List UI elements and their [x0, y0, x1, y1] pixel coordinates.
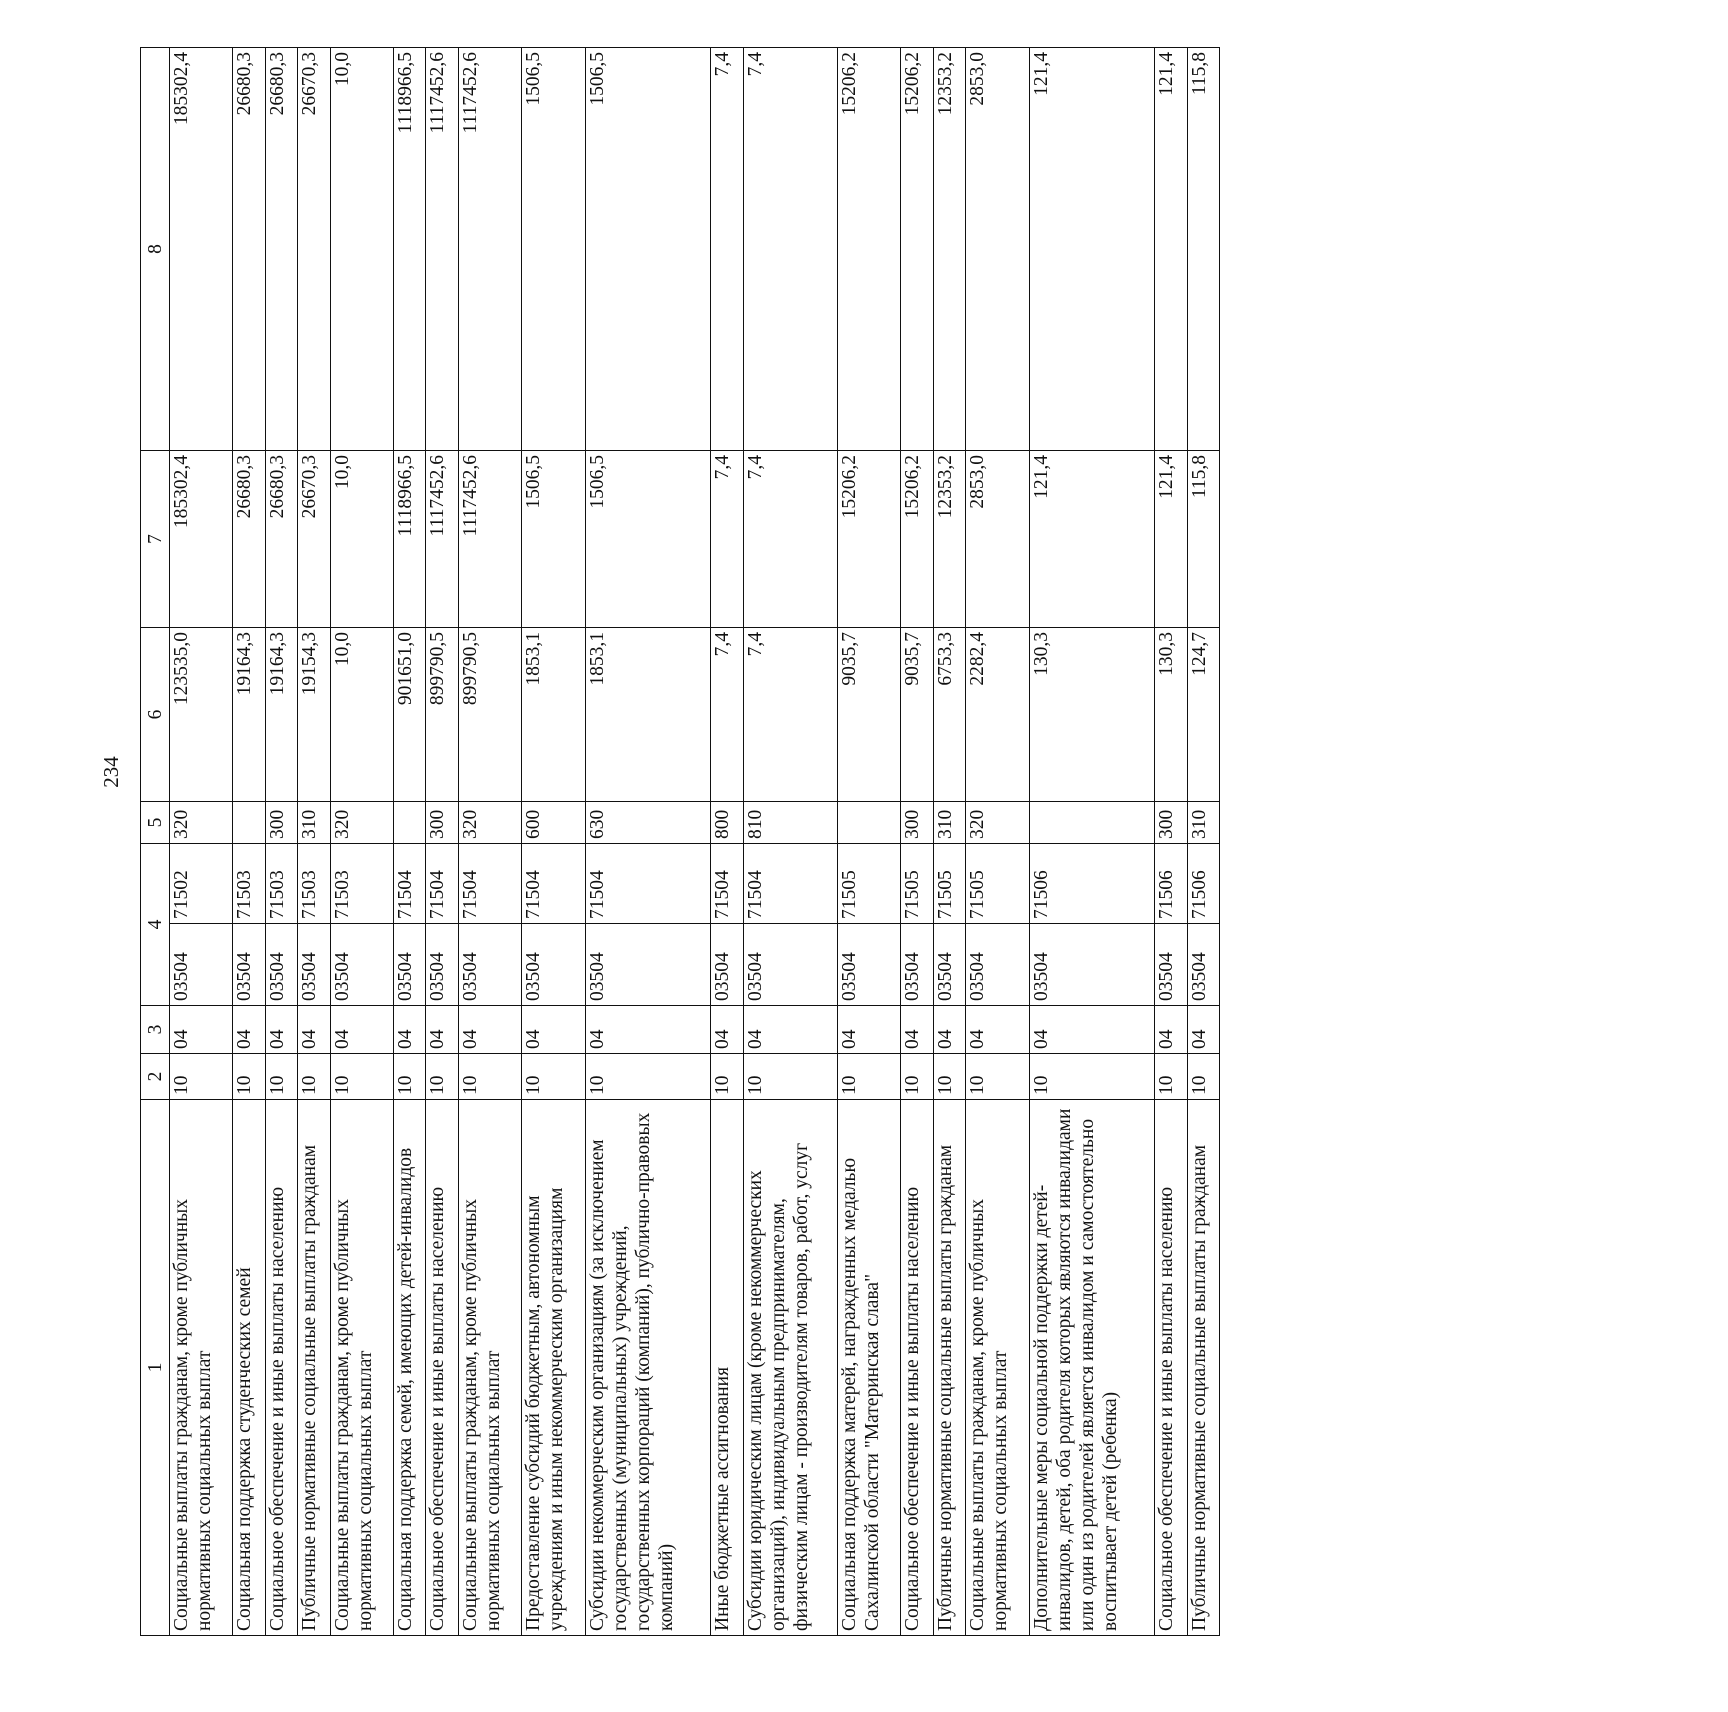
header-col-6: 6: [141, 628, 170, 802]
row-amount-col6: 123535,0: [170, 628, 233, 802]
row-amount-col7: 1506,5: [585, 451, 711, 628]
row-subsection: 04: [330, 1006, 393, 1054]
row-amount-col8: 185302,4: [170, 48, 233, 451]
row-subsection: 04: [1155, 1006, 1187, 1054]
row-section: 10: [585, 1054, 711, 1100]
row-section: 10: [522, 1054, 585, 1100]
row-section: 10: [458, 1054, 521, 1100]
row-amount-col6: 7,4: [743, 628, 837, 802]
header-col-7: 7: [141, 451, 170, 628]
row-amount-col8: 1117452,6: [458, 48, 521, 451]
row-expense-type: 300: [265, 802, 297, 844]
table-row: [933, 48, 965, 1636]
row-amount-col6: 6753,3: [933, 628, 965, 802]
row-program-code: 03504: [933, 924, 965, 1006]
row-amount-col7: 185302,4: [170, 451, 233, 628]
row-amount-col7: 1117452,6: [426, 451, 458, 628]
row-expense-type: 320: [966, 802, 1029, 844]
row-label: Социальное обеспечение и иные выплаты населению: [265, 1100, 297, 1636]
row-label: Социальное обеспечение и иные выплаты населению: [426, 1100, 458, 1636]
row-direction-code: 71503: [233, 844, 265, 924]
row-direction-code: 71503: [265, 844, 297, 924]
row-subsection: 04: [426, 1006, 458, 1054]
row-amount-col8: 121,4: [1155, 48, 1187, 451]
table-row: [966, 48, 1029, 1636]
table-row: [838, 48, 901, 1636]
row-subsection: 04: [966, 1006, 1029, 1054]
row-amount-col7: 26680,3: [233, 451, 265, 628]
row-expense-type: 630: [585, 802, 711, 844]
row-subsection: 04: [458, 1006, 521, 1054]
header-row: [141, 48, 170, 1636]
row-label: Публичные нормативные социальные выплаты гражданам: [933, 1100, 965, 1636]
row-program-code: 03504: [585, 924, 711, 1006]
row-label: Социальное обеспечение и иные выплаты населению: [901, 1100, 933, 1636]
row-subsection: 04: [933, 1006, 965, 1054]
row-direction-code: 71505: [901, 844, 933, 924]
row-direction-code: 71504: [426, 844, 458, 924]
row-amount-col8: 15206,2: [901, 48, 933, 451]
header-col-1: 1: [141, 1100, 170, 1636]
row-amount-col6: 9035,7: [838, 628, 901, 802]
row-program-code: 03504: [901, 924, 933, 1006]
row-amount-col7: 7,4: [743, 451, 837, 628]
row-label: Дополнительные меры социальной поддержки детей-инвалидов, детей, оба родителя которых являются инвалидами или один из родителей является инвалидом и самостоятельно воспитывает детей (ребенка): [1029, 1100, 1155, 1636]
row-subsection: 04: [170, 1006, 233, 1054]
table-row: [458, 48, 521, 1636]
budget-table: [140, 47, 1220, 1636]
row-subsection: 04: [298, 1006, 330, 1054]
row-direction-code: 71504: [522, 844, 585, 924]
row-program-code: 03504: [838, 924, 901, 1006]
row-program-code: 03504: [1187, 924, 1219, 1006]
row-amount-col7: 1506,5: [522, 451, 585, 628]
row-amount-col7: 1117452,6: [458, 451, 521, 628]
row-direction-code: 71503: [330, 844, 393, 924]
row-subsection: 04: [394, 1006, 426, 1054]
row-section: 10: [330, 1054, 393, 1100]
row-direction-code: 71505: [838, 844, 901, 924]
row-amount-col7: 26670,3: [298, 451, 330, 628]
row-direction-code: 71504: [394, 844, 426, 924]
row-program-code: 03504: [966, 924, 1029, 1006]
row-amount-col7: 26680,3: [265, 451, 297, 628]
row-expense-type: 310: [933, 802, 965, 844]
row-expense-type: 310: [1187, 802, 1219, 844]
row-expense-type: [394, 802, 426, 844]
table-row: [298, 48, 330, 1636]
row-amount-col8: 26680,3: [233, 48, 265, 451]
row-program-code: 03504: [1155, 924, 1187, 1006]
row-section: 10: [933, 1054, 965, 1100]
row-expense-type: 600: [522, 802, 585, 844]
row-amount-col7: 10,0: [330, 451, 393, 628]
row-direction-code: 71505: [966, 844, 1029, 924]
header-col-3: 3: [141, 1006, 170, 1054]
row-program-code: 03504: [458, 924, 521, 1006]
row-amount-col7: 15206,2: [901, 451, 933, 628]
row-label: Социальные выплаты гражданам, кроме публичных нормативных социальных выплат: [170, 1100, 233, 1636]
row-amount-col7: 121,4: [1155, 451, 1187, 628]
table-row: [394, 48, 426, 1636]
row-amount-col8: 2853,0: [966, 48, 1029, 451]
rotated-table-wrapper: [140, 52, 1728, 1636]
row-program-code: 03504: [522, 924, 585, 1006]
row-program-code: 03504: [265, 924, 297, 1006]
row-direction-code: 71506: [1029, 844, 1155, 924]
row-subsection: 04: [585, 1006, 711, 1054]
row-subsection: 04: [233, 1006, 265, 1054]
row-amount-col7: 7,4: [711, 451, 743, 628]
row-section: 10: [394, 1054, 426, 1100]
row-program-code: 03504: [711, 924, 743, 1006]
row-program-code: 03504: [743, 924, 837, 1006]
row-expense-type: 320: [170, 802, 233, 844]
row-amount-col6: 10,0: [330, 628, 393, 802]
table-row: [1029, 48, 1155, 1636]
row-direction-code: 71504: [458, 844, 521, 924]
row-program-code: 03504: [426, 924, 458, 1006]
row-amount-col7: 121,4: [1029, 451, 1155, 628]
row-direction-code: 71505: [933, 844, 965, 924]
table-row: [901, 48, 933, 1636]
row-amount-col8: 26670,3: [298, 48, 330, 451]
row-amount-col6: 899790,5: [426, 628, 458, 802]
header-col-5: 5: [141, 802, 170, 844]
row-label: Иные бюджетные ассигнования: [711, 1100, 743, 1636]
row-amount-col6: 19164,3: [265, 628, 297, 802]
row-section: 10: [1187, 1054, 1219, 1100]
row-amount-col6: 19164,3: [233, 628, 265, 802]
table-row: [1187, 48, 1219, 1636]
row-subsection: 04: [711, 1006, 743, 1054]
row-program-code: 03504: [1029, 924, 1155, 1006]
table-row: [711, 48, 743, 1636]
row-subsection: 04: [265, 1006, 297, 1054]
row-label: Социальные выплаты гражданам, кроме публичных нормативных социальных выплат: [966, 1100, 1029, 1636]
row-expense-type: 310: [298, 802, 330, 844]
row-direction-code: 71502: [170, 844, 233, 924]
row-label: Социальная поддержка семей, имеющих детей-инвалидов: [394, 1100, 426, 1636]
row-subsection: 04: [1029, 1006, 1155, 1054]
row-subsection: 04: [1187, 1006, 1219, 1054]
row-section: 10: [298, 1054, 330, 1100]
table-row: [170, 48, 233, 1636]
row-amount-col8: 12353,2: [933, 48, 965, 451]
row-expense-type: 300: [1155, 802, 1187, 844]
row-section: 10: [901, 1054, 933, 1100]
row-label: Социальное обеспечение и иные выплаты населению: [1155, 1100, 1187, 1636]
table-row: [426, 48, 458, 1636]
row-subsection: 04: [743, 1006, 837, 1054]
row-subsection: 04: [522, 1006, 585, 1054]
row-amount-col8: 10,0: [330, 48, 393, 451]
row-amount-col8: 1506,5: [522, 48, 585, 451]
row-amount-col8: 26680,3: [265, 48, 297, 451]
row-expense-type: [838, 802, 901, 844]
table-row: [585, 48, 711, 1636]
header-col-2: 2: [141, 1054, 170, 1100]
page-number: 234: [98, 756, 123, 788]
table-row: [265, 48, 297, 1636]
row-direction-code: 71506: [1155, 844, 1187, 924]
row-label: Социальная поддержка студенческих семей: [233, 1100, 265, 1636]
row-amount-col8: 115,8: [1187, 48, 1219, 451]
row-section: 10: [1029, 1054, 1155, 1100]
row-amount-col6: 130,3: [1155, 628, 1187, 802]
row-label: Субсидии юридическим лицам (кроме некоммерческих организаций), индивидуальным предпринимателям, физическим лицам - производителям товаров, работ, услуг: [743, 1100, 837, 1636]
row-label: Социальные выплаты гражданам, кроме публичных нормативных социальных выплат: [458, 1100, 521, 1636]
row-section: 10: [426, 1054, 458, 1100]
row-section: 10: [233, 1054, 265, 1100]
row-label: Социальная поддержка матерей, награжденных медалью Сахалинской области "Материнская слава": [838, 1100, 901, 1636]
row-expense-type: 800: [711, 802, 743, 844]
row-amount-col7: 12353,2: [933, 451, 965, 628]
row-direction-code: 71503: [298, 844, 330, 924]
row-amount-col6: 124,7: [1187, 628, 1219, 802]
row-amount-col8: 1118966,5: [394, 48, 426, 451]
row-direction-code: 71504: [711, 844, 743, 924]
row-amount-col8: 15206,2: [838, 48, 901, 451]
row-amount-col7: 1118966,5: [394, 451, 426, 628]
row-amount-col6: 1853,1: [585, 628, 711, 802]
row-amount-col7: 2853,0: [966, 451, 1029, 628]
row-section: 10: [1155, 1054, 1187, 1100]
row-amount-col6: 2282,4: [966, 628, 1029, 802]
row-section: 10: [265, 1054, 297, 1100]
row-label: Субсидии некоммерческим организациям (за исключением государственных (муниципальных) учреждений, государственных корпораций (компаний), публично-правовых компаний): [585, 1100, 711, 1636]
row-label: Публичные нормативные социальные выплаты гражданам: [1187, 1100, 1219, 1636]
header-col-4: 4: [141, 844, 170, 1006]
row-amount-col6: 899790,5: [458, 628, 521, 802]
row-direction-code: 71504: [743, 844, 837, 924]
row-amount-col8: 7,4: [711, 48, 743, 451]
row-program-code: 03504: [233, 924, 265, 1006]
row-amount-col6: 9035,7: [901, 628, 933, 802]
row-amount-col7: 15206,2: [838, 451, 901, 628]
row-expense-type: [1029, 802, 1155, 844]
row-program-code: 03504: [170, 924, 233, 1006]
row-expense-type: 300: [426, 802, 458, 844]
row-label: Предоставление субсидий бюджетным, автономным учреждениям и иным некоммерческим организациям: [522, 1100, 585, 1636]
row-amount-col6: 1853,1: [522, 628, 585, 802]
table-row: [522, 48, 585, 1636]
table-row: [233, 48, 265, 1636]
row-amount-col8: 7,4: [743, 48, 837, 451]
table-row: [743, 48, 837, 1636]
row-amount-col6: 130,3: [1029, 628, 1155, 802]
row-section: 10: [711, 1054, 743, 1100]
row-amount-col6: 901651,0: [394, 628, 426, 802]
row-expense-type: [233, 802, 265, 844]
row-label: Публичные нормативные социальные выплаты гражданам: [298, 1100, 330, 1636]
row-subsection: 04: [901, 1006, 933, 1054]
row-program-code: 03504: [298, 924, 330, 1006]
row-expense-type: 320: [458, 802, 521, 844]
row-expense-type: 320: [330, 802, 393, 844]
table-row: [330, 48, 393, 1636]
row-amount-col6: 7,4: [711, 628, 743, 802]
row-amount-col6: 19154,3: [298, 628, 330, 802]
table-row: [1155, 48, 1187, 1636]
row-direction-code: 71506: [1187, 844, 1219, 924]
row-section: 10: [743, 1054, 837, 1100]
row-section: 10: [838, 1054, 901, 1100]
row-amount-col8: 121,4: [1029, 48, 1155, 451]
row-program-code: 03504: [330, 924, 393, 1006]
header-col-8: 8: [141, 48, 170, 451]
row-label: Социальные выплаты гражданам, кроме публичных нормативных социальных выплат: [330, 1100, 393, 1636]
row-direction-code: 71504: [585, 844, 711, 924]
row-amount-col8: 1117452,6: [426, 48, 458, 451]
row-expense-type: 300: [901, 802, 933, 844]
row-section: 10: [170, 1054, 233, 1100]
row-program-code: 03504: [394, 924, 426, 1006]
row-expense-type: 810: [743, 802, 837, 844]
row-amount-col8: 1506,5: [585, 48, 711, 451]
row-amount-col7: 115,8: [1187, 451, 1219, 628]
row-subsection: 04: [838, 1006, 901, 1054]
row-section: 10: [966, 1054, 1029, 1100]
